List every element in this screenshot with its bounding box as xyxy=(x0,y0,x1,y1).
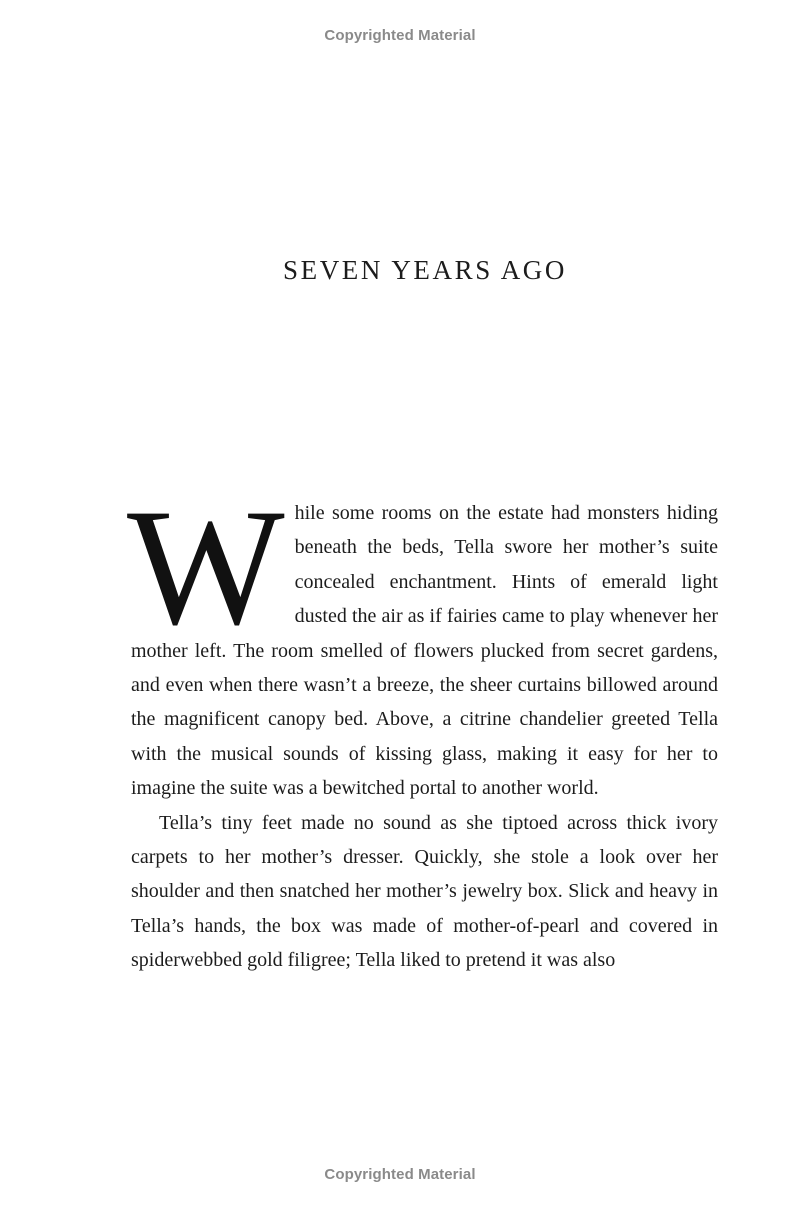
chapter-title: SEVEN YEARS AGO xyxy=(282,255,568,285)
paragraph-2-text: Tella’s tiny feet made no sound as she tiptoed across thick ivory carpets to her mother’s dresser. Quickly, she stole a look over her shoulder and then snatched her mother’s jewelry box. Slick and heavy in Tella’s hands, the box was made of mother-of-pearl and covered in spiderwebbed gold filigree; Tella liked to pretend it was also xyxy=(131,811,718,972)
paragraph-1-text: hile some rooms on the estate had monsters hiding beneath the beds, Tella swore her mother’s suite concealed enchantment. Hints of emerald light dusted the air as if fairies came to play whenever her mother left. The room smelled of flowers plucked from secret gardens, and even when there wasn’t a breeze, the sheer curtains billowed around the magnificent canopy bed. Above, a citrine chandelier greeted Tella with the musical sounds of kissing glass, making it easy for her to imagine the suite was a bewitched portal to another world. xyxy=(131,502,718,800)
copyright-watermark-top: Copyrighted Material xyxy=(324,27,476,44)
drop-cap: W xyxy=(127,475,285,660)
paragraph-1 xyxy=(127,475,718,806)
chapter-body xyxy=(127,475,718,978)
copyright-watermark-bottom: Copyrighted Material xyxy=(324,1166,476,1183)
paragraph-2 xyxy=(131,806,718,978)
